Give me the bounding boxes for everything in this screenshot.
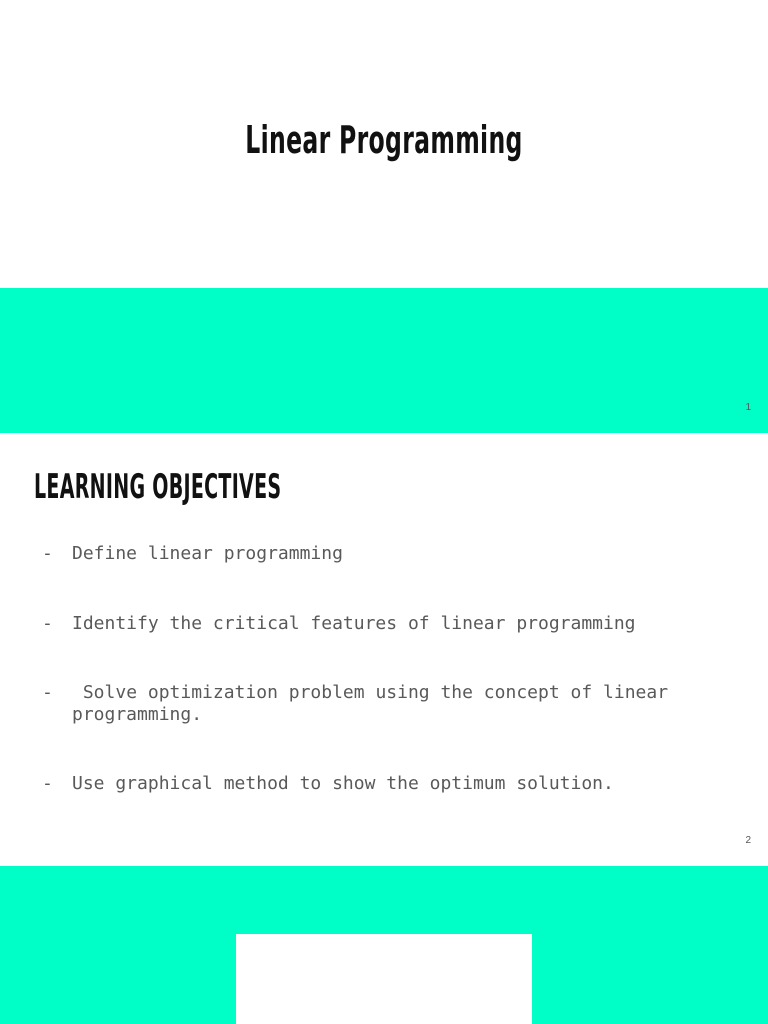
slide-heading: LEARNING OBJECTIVES [34,467,282,507]
objective-text: Use graphical method to show the optimum solution. [72,773,614,794]
slide-3 [0,866,768,1024]
list-item [42,543,722,565]
list-item [42,613,722,635]
slide-number: 2 [745,835,751,846]
list-item [42,773,722,795]
content-card [236,934,532,1024]
bullet-dash: - [42,773,53,794]
slide-title: Linear Programming [245,118,523,162]
bullet-dash: - [42,543,53,564]
objective-text: Define linear programming [72,543,343,564]
bullet-dash: - [42,682,53,703]
slide-1 [0,0,768,433]
objective-text: Solve optimization problem using the concept of linear programming. [72,682,679,725]
accent-band [0,288,768,433]
slide-number: 1 [745,402,751,413]
bullet-dash: - [42,613,53,634]
objective-text: Identify the critical features of linear programming [72,613,636,634]
list-item [42,682,722,726]
slide-2 [0,433,768,866]
